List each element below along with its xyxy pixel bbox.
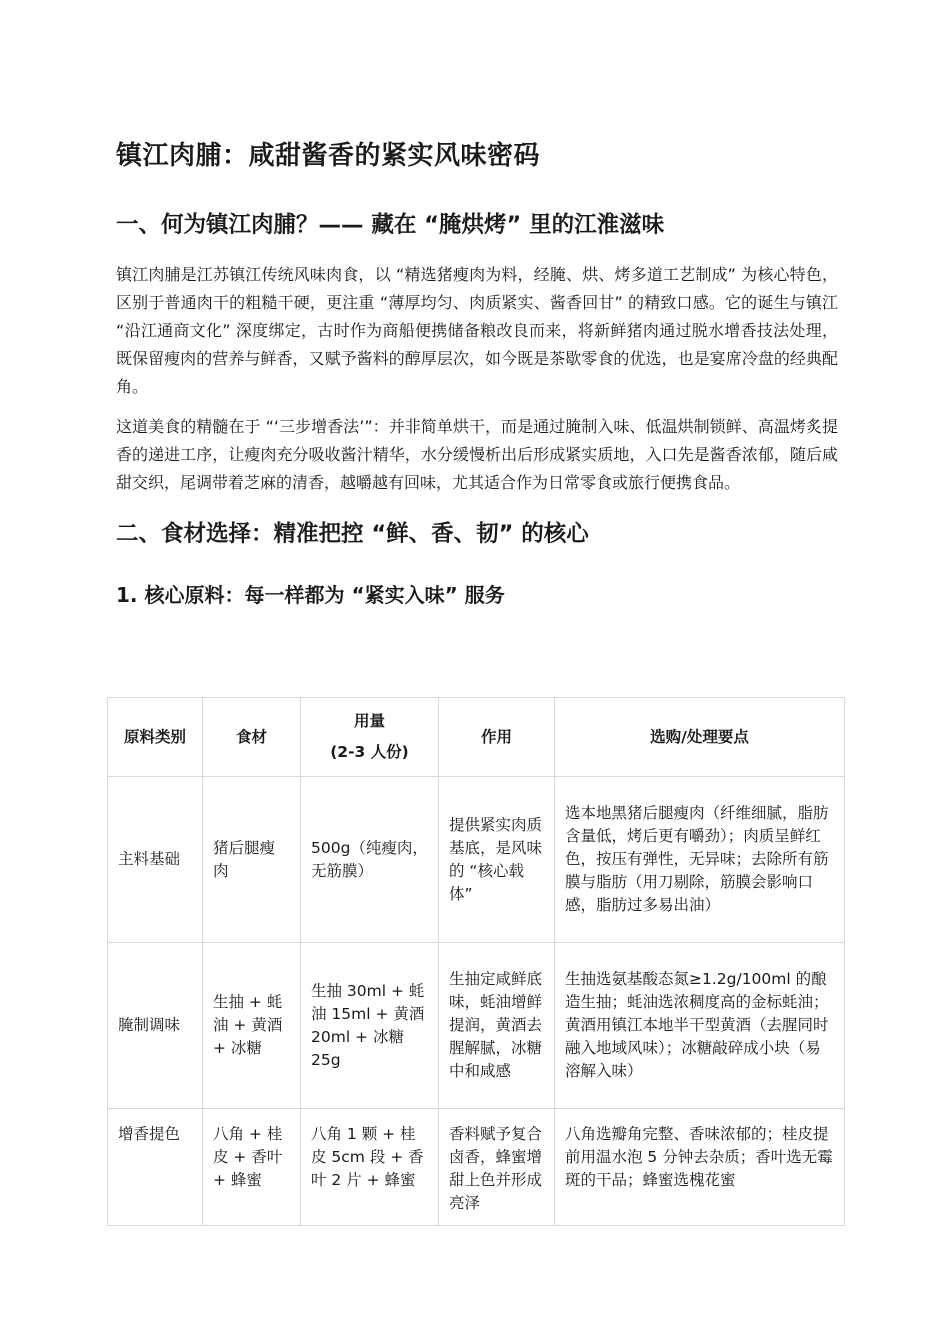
section1-paragraph-1: 镇江肉脯是江苏镇江传统风味肉食，以 “精选猪瘦肉为料，经腌、烘、烤多道工艺制成” 为核心特色，区别于普通肉干的粗糙干硬，更注重 “薄厚均匀、肉质紧实、酱香回甘” 的精致口感。它的诞生与镇江 “沿江通商文化” 深度绑定，古时作为商船便携储备粮改良而来，将新鲜猪肉通过脱水增香技法处理，既保留瘦肉的营养与鲜香，又赋予酱料的醇厚层次，如今既是茶歇零食的优选，也是宴席冷盘的经典配角。 [116, 265, 838, 397]
section2-heading: 二、食材选择：精准把控 “鲜、香、韧” 的核心 [116, 521, 589, 548]
header-tips: 选购/处理要点 [555, 698, 845, 777]
cell-ingredient: 生抽 + 蚝油 + 黄酒 + 冰糖 [203, 943, 301, 1109]
ingredients-table [107, 697, 845, 1226]
cell-purpose: 生抽定咸鲜底味，蚝油增鲜提润，黄酒去腥解腻，冰糖中和咸感 [439, 943, 555, 1109]
page-title: 镇江肉脯：咸甜酱香的紧实风味密码 [116, 141, 541, 171]
cell-amount: 八角 1 颗 + 桂皮 5cm 段 + 香叶 2 片 + 蜂蜜 [301, 1109, 439, 1226]
header-amount [301, 698, 439, 777]
cell-tips: 生抽选氨基酸态氮≥1.2g/100ml 的酿造生抽；蚝油选浓稠度高的金标蚝油；黄酒用镇江本地半干型黄酒（去腥同时融入地域风味）；冰糖敲碎成小块（易溶解入味） [555, 943, 845, 1109]
cell-amount: 500g（纯瘦肉，无筋膜） [301, 777, 439, 943]
header-category: 原料类别 [108, 698, 203, 777]
document-page [116, 140, 838, 609]
cell-category: 主料基础 [108, 777, 203, 943]
cell-ingredient: 猪后腿瘦肉 [203, 777, 301, 943]
table-row [108, 1109, 845, 1226]
section1-heading: 一、何为镇江肉脯？—— 藏在 “腌烘烤” 里的江淮滋味 [116, 211, 665, 238]
cell-category: 腌制调味 [108, 943, 203, 1109]
cell-purpose: 香料赋予复合卤香，蜂蜜增甜上色并形成亮泽 [439, 1109, 555, 1226]
cell-tips: 选本地黑猪后腿瘦肉（纤维细腻，脂肪含量低，烤后更有嚼劲）；肉质呈鲜红色，按压有弹性，无异味；去除所有筋膜与脂肪（用刀剔除，筋膜会影响口感，脂肪过多易出油） [555, 777, 845, 943]
header-amount-label: 用量 [353, 712, 385, 730]
cell-tips: 八角选瓣角完整、香味浓郁的；桂皮提前用温水泡 5 分钟去杂质；香叶选无霉斑的干品；蜂蜜选槐花蜜 [555, 1109, 845, 1226]
table-row [108, 777, 845, 943]
cell-category: 增香提色 [108, 1109, 203, 1226]
header-ingredient: 食材 [203, 698, 301, 777]
header-amount-sub: (2-3 人份) [330, 743, 409, 761]
section2-subheading: 1. 核心原料：每一样都为 “紧实入味” 服务 [116, 582, 505, 607]
cell-purpose: 提供紧实肉质基底，是风味的 “核心载体” [439, 777, 555, 943]
section1-paragraph-2: 这道美食的精髓在于 “‘三步增香法’”：并非简单烘干，而是通过腌制入味、低温烘制锁鲜、高温烤炙提香的递进工序，让瘦肉充分吸收酱汁精华，水分缓慢析出后形成紧实质地，入口先是酱香浓郁，随后咸甜交织，尾调带着芝麻的清香，越嚼越有回味，尤其适合作为日常零食或旅行便携食品。 [116, 417, 838, 493]
table-row [108, 943, 845, 1109]
cell-amount: 生抽 30ml + 蚝油 15ml + 黄酒 20ml + 冰糖 25g [301, 943, 439, 1109]
table-header-row [108, 698, 845, 777]
cell-ingredient: 八角 + 桂皮 + 香叶 + 蜂蜜 [203, 1109, 301, 1226]
header-purpose: 作用 [439, 698, 555, 777]
